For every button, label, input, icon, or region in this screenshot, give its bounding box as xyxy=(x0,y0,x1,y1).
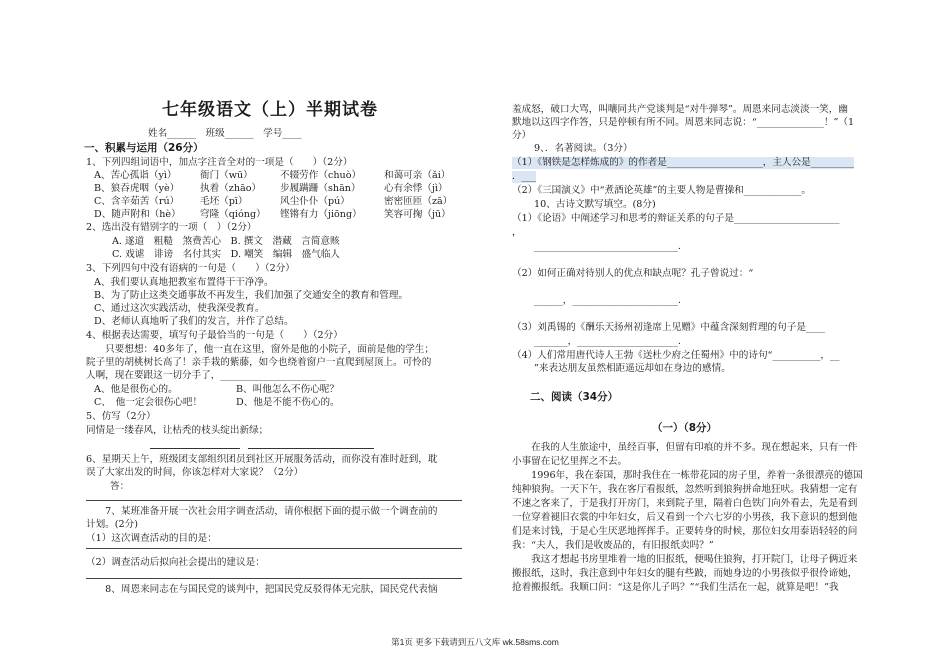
q10-row-9: ”来表达朋友虽然相距遥远却如在身边的感情。 xyxy=(534,363,731,374)
section1-heading: 一、积累与运用（26分） xyxy=(84,142,204,154)
page-footer: 第1页 更多下载请到五八文库 wk.58sms.com xyxy=(391,637,559,647)
passage-line-3: 1996年，我在泰国，那时我住在一栋带花园的房子里，养着一条很漂亮的德国 xyxy=(512,470,863,481)
q7-sub-1: （1）这次调查活动的目的是： xyxy=(86,533,217,544)
q1-d4: 笑容可掬（jū） xyxy=(384,209,451,220)
page-title: 七年级语文（上）半期试卷 xyxy=(162,100,378,120)
q3-row-d: D、老师认真地听了我们的发言，并作了总结。 xyxy=(94,316,294,327)
q2-stem: 2、选出没有错别字的一项（ ）（2分） xyxy=(86,222,257,233)
q5-blank-2[interactable] xyxy=(248,448,374,449)
q2-row-2: C. 戏谑 诽谤 名付其实 D. 嘲笑 编辑 盛气临人 xyxy=(112,249,341,260)
q6-answer-label: 答： xyxy=(110,481,130,492)
q1-a3: 不辍劳作（chuò） xyxy=(280,170,362,181)
q7-sub-2-line[interactable] xyxy=(86,578,462,579)
q4-passage-2: 院子里的胡桃树长高了！亲手栽的紫藤，如今也绕着窗户一直爬到屋顶上。可怜的 xyxy=(86,357,432,368)
q9-row-1: （1）《钢铁是怎样炼成的》的作者是____________________，主人公是_________ xyxy=(512,157,854,168)
q10-row-3: ______________________________. xyxy=(534,241,681,252)
q7-sub-1-line[interactable] xyxy=(86,548,462,549)
q1-b4: 心有余悸（jì） xyxy=(384,183,448,194)
q1-a1: A、苦心孤诣（yì） xyxy=(94,170,177,181)
q4-passage-3: 人啊，现在要跟这一切分手了，______________________ xyxy=(86,370,326,381)
q3-row-b: B、为了防止这类交通事故不再发生，我们加强了交通安全的教育和管理。 xyxy=(94,290,409,301)
q1-c4: 密密匝匝（zā） xyxy=(384,196,453,207)
q8-cont-1: 羞成怒，破口大骂，叫嚷同共产党谈判是“对牛弹琴”。周恩来同志淡淡一笑，幽 xyxy=(512,104,848,115)
q9-row-2: （2）《三国演义》中“煮酒论英雄”的主要人物是曹操和____________。 xyxy=(512,185,811,196)
q4-opt-b: B、叫他怎么不伤心呢？ xyxy=(236,384,339,395)
q3-stem: 3、下列四句中没有语病的一句是（ ）（2分） xyxy=(86,263,295,274)
q1-d1: D、随声附和（hè） xyxy=(94,209,181,220)
q8-cont-2: 默地以这四字作答，只是停顿有所不同。周恩来同志说：“______________！”（1 xyxy=(512,117,855,128)
q4-opt-c: C、 他一定会很伤心吧！ xyxy=(94,397,203,408)
q1-d3: 铿锵有力（jiōng） xyxy=(280,209,362,220)
q8-cont-3: 分） xyxy=(512,130,532,141)
passage-line-1: 在我的人生旅途中，虽经百事，但留有印痕的并不多。现在想起来，只有一件 xyxy=(512,442,858,453)
q2-row-1: A. 遂道 粗糙 煞费苦心 B. 撰文 潜藏 言简意赅 xyxy=(112,236,340,247)
q9-dot: ．___ xyxy=(512,171,536,182)
q10-row-5: ______，______________________. xyxy=(534,295,681,306)
q1-stem: 1、下列四组词语中，加点字注音全对的一项是（ ）（2分） xyxy=(86,157,353,168)
q10-row-7: _______，_____________________. xyxy=(534,336,681,347)
q10-row-2: ， xyxy=(512,227,522,238)
q3-row-c: C、通过这次实践活动，使我深受教育。 xyxy=(94,303,265,314)
passage-line-10: 搬报纸，这时，我注意到中年妇女的腿有些跛，而她身边的小男孩似乎很伶谛她， xyxy=(512,568,858,579)
q1-d2: 穹隆（qióng） xyxy=(200,209,266,220)
q1-b1: B、狼吞虎咽（yè） xyxy=(94,183,180,194)
passage-line-2: 小事留在记忆里挥之不去。 xyxy=(512,456,628,467)
q1-a2: 衙门（wū） xyxy=(200,170,253,181)
q5-blank-1[interactable] xyxy=(150,448,240,449)
q4-stem: 4、根据表达需要，填写句子最恰当的一句是（ ）（2分） xyxy=(86,330,343,341)
q7-line-2: 计划。(2分) xyxy=(86,519,138,530)
passage-line-11: 抢着搬报纸。我顺口问：“这是你儿子吗？”“我们生活在一起，就算是吧！”我 xyxy=(512,582,839,593)
q5-stem: 5、仿写（2分） xyxy=(86,411,156,422)
q10-row-6: （3）刘禹锡的《酬乐天扬州初逢席上见赠》中蕴含深刻哲理的句子是____ xyxy=(512,322,826,333)
passage-line-4: 纯种狼狗。一天下午，我在客厅看报纸，忽然听到狼狗拼命地狂吠。我猜想一定有 xyxy=(512,484,858,495)
q4-passage-1: 只要想想：40多年了，他一直在这里，窗外是他的小院子，面前是他的学生； xyxy=(86,344,434,355)
q1-c1: C、含辛茹苦（rú） xyxy=(94,196,180,207)
student-info: 姓名______ 班级______ 学号____ xyxy=(148,128,302,139)
q6-answer-line[interactable] xyxy=(86,500,462,501)
passage-line-8: 我：“夫人，我们是收废品的，有旧报纸卖吗？” xyxy=(512,540,714,551)
q6-line-2: 误了大家出发的时间，你该怎样对大家说？（2分） xyxy=(86,467,304,478)
q1-c3: 风尘仆仆（pú） xyxy=(280,196,350,207)
section2-subheading: （一）（8分） xyxy=(652,422,718,434)
q10-stem: 10、古诗文默写填空。(8分) xyxy=(534,199,656,210)
q8-line: 8、周恩来同志在与国民党的谈判中，把国民党反驳得体无完肤，国民党代表恼 xyxy=(86,584,438,595)
passage-line-6: 一位穿着褪旧衣裳的中年妇女，后又看到一个六七岁的小男孩，我下意识的想到他 xyxy=(512,512,858,523)
q6-line-1: 6、星期天上午，班级团支部组织团员到社区开展服务活动，而你没有准时赶到，耽 xyxy=(86,454,438,465)
q3-row-a: A、我们要认真地把教室布置得干干净净。 xyxy=(94,277,274,288)
q7-sub-2: （2）调查活动后拟向社会提出的建议是： xyxy=(86,557,265,568)
q10-row-8: （4）人们常用唐代诗人王勃《送杜少府之任蜀州》中的诗句“__________，__ xyxy=(512,350,840,361)
q1-a4: 和蔼可亲（ǎi） xyxy=(384,170,451,181)
q1-c2: 毛坯（pī） xyxy=(200,196,248,207)
passage-line-7: 们是来讨钱，于是心生厌恶地挥挥手。正要转身的时候，那位妇女用泰语轻轻的问 xyxy=(512,526,858,537)
q7-line-1: 7、某班准备开展一次社会用字调查活动，请你根据下面的提示做一个调查前的 xyxy=(86,506,438,517)
q4-opt-a: A、他是很伤心的。 xyxy=(94,384,178,395)
q4-opt-d: D、他是不能不伤心的。 xyxy=(236,397,340,408)
section2-heading: 二、阅读（34分） xyxy=(530,391,619,403)
q1-b3: 步履蹒跚（shān） xyxy=(280,183,361,194)
q1-b2: 执着（zhāo） xyxy=(200,183,262,194)
passage-line-5: 不速之客来了，于是我打开房门，来到院子里，隔着白色铁门向外看去，先是看到 xyxy=(512,498,858,509)
q10-row-4: （2）如何正确对待别人的优点和缺点呢？孔子曾说过：“ xyxy=(512,268,754,279)
q5-text: 同情是一缕春风，让枯秃的枝头绽出新绿； xyxy=(86,425,269,436)
q9-stem: 9、．名著阅读。（3分） xyxy=(534,143,633,154)
passage-line-9: 我这才想起书房里堆着一地的旧报纸，便喝住狼狗，打开院门，让母子俩近来 xyxy=(512,554,858,565)
q10-row-1: （1）《论语》中阐述学习和思考的辩证关系的句子是______________________ xyxy=(512,213,840,224)
